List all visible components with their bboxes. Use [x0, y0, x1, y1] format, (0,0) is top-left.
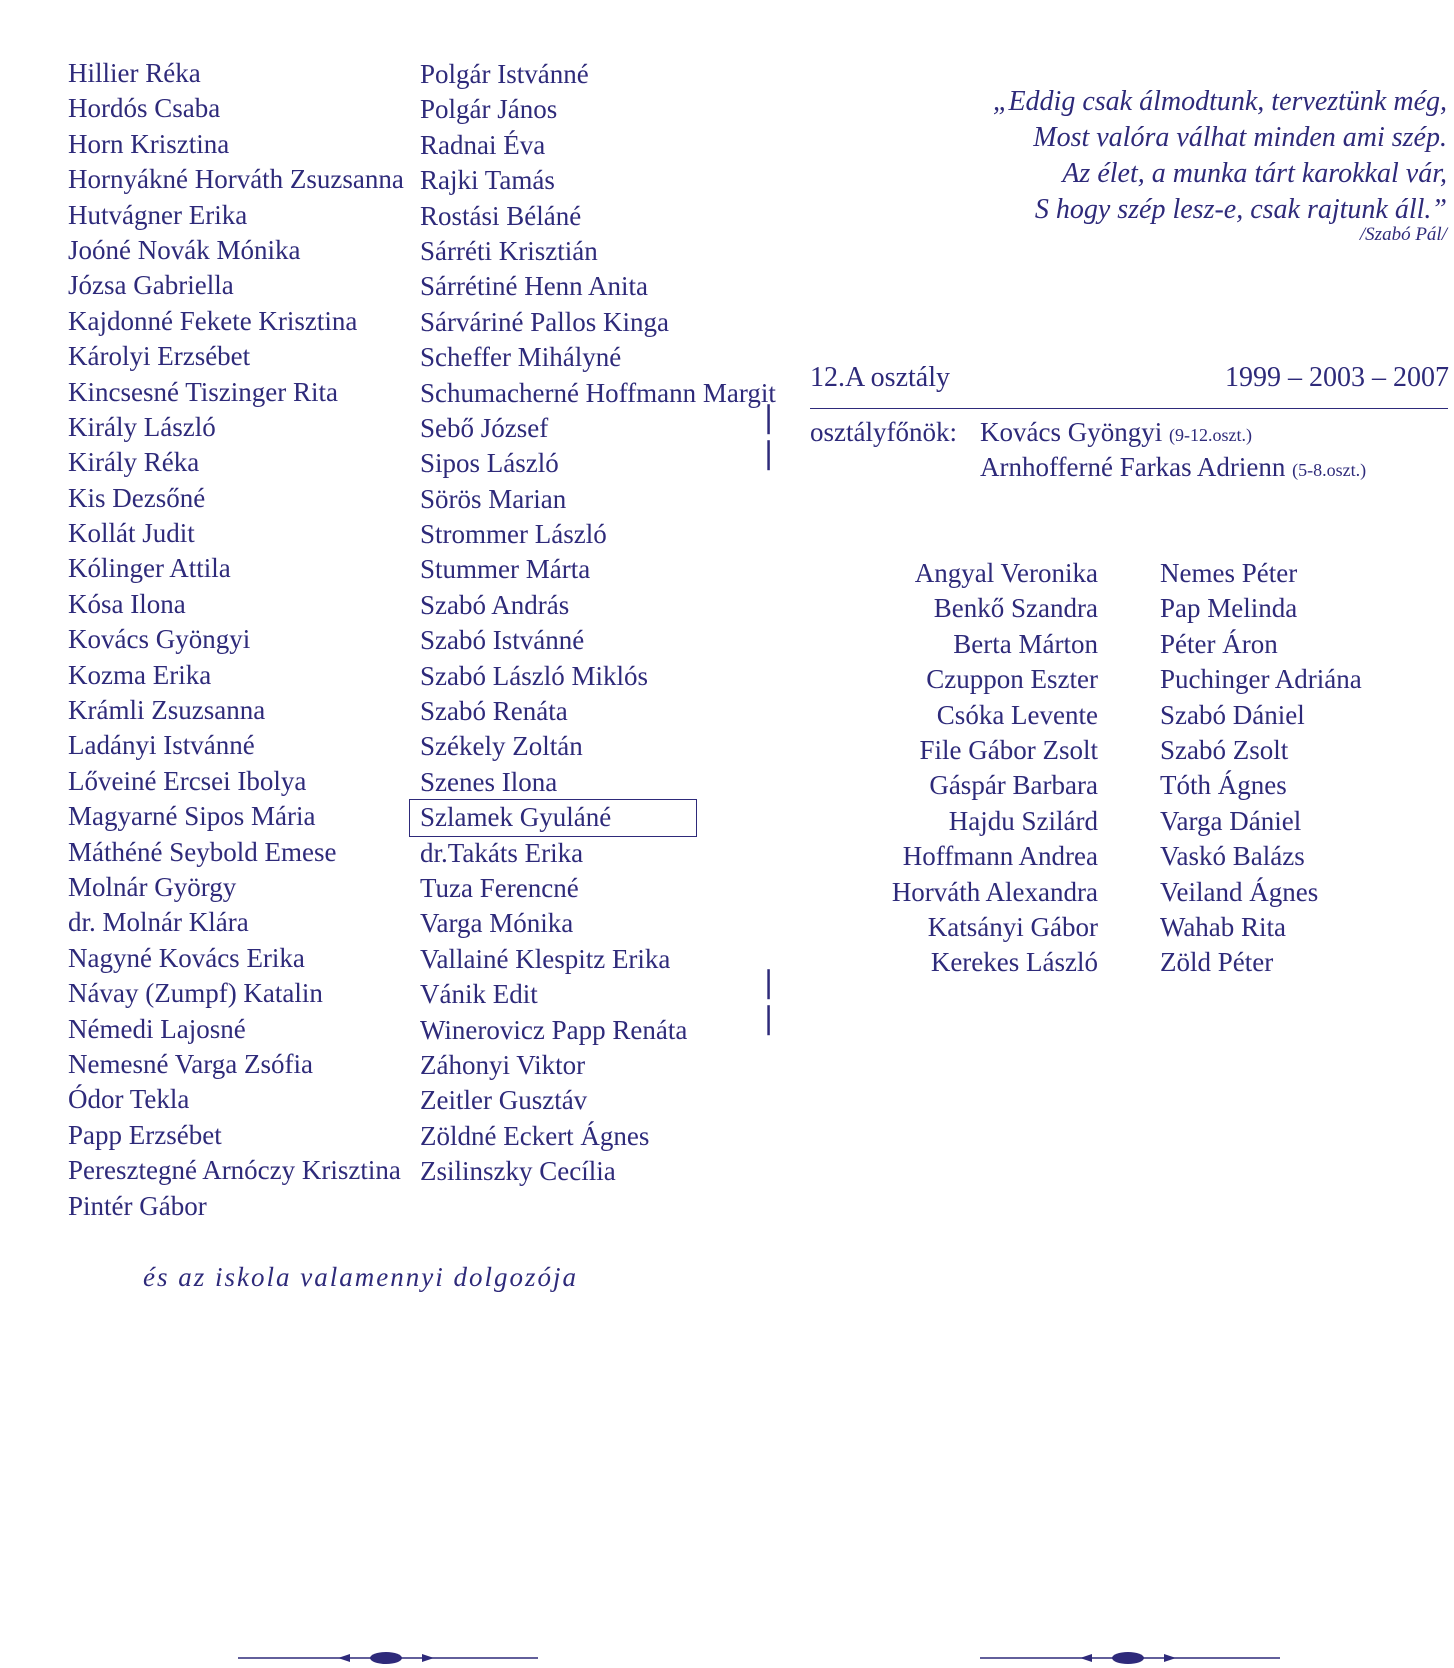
teacher-entry — [980, 452, 1366, 483]
student-name: Puchinger Adriána — [1160, 664, 1362, 695]
student-name: Varga Dániel — [1160, 805, 1302, 836]
staff-name: Papp Erzsébet — [68, 1119, 222, 1150]
student-list-right — [1160, 556, 1362, 981]
staff-name: Szenes Ilona — [420, 766, 558, 797]
student-name: Berta Márton — [953, 628, 1098, 659]
staff-name: Ladányi Istvánné — [68, 730, 255, 761]
staff-name: Kólinger Attila — [68, 553, 231, 584]
staff-name: Peresztegné Arnóczy Krisztina — [68, 1155, 401, 1186]
staff-name: Zöldné Eckert Ágnes — [420, 1120, 650, 1151]
staff-name: Schumacherné Hoffmann Margit — [420, 377, 776, 408]
student-name: Szabó Zsolt — [1160, 734, 1289, 765]
staff-name: Rajki Tamás — [420, 165, 555, 196]
staff-name: Kozma Erika — [68, 659, 212, 690]
student-name: Zöld Péter — [1160, 947, 1274, 978]
staff-name: Varga Mónika — [420, 908, 574, 939]
ornament-divider-icon — [980, 1648, 1280, 1668]
staff-name: dr.Takáts Erika — [420, 837, 584, 868]
poem-line: Most valóra válhat minden ami szép. — [1033, 122, 1447, 153]
staff-name: Szabó Renáta — [420, 696, 568, 727]
staff-name: Návay (Zumpf) Katalin — [68, 978, 323, 1009]
student-name: Szabó Dániel — [1160, 699, 1305, 730]
class-title: 12.A osztály — [810, 362, 950, 393]
teacher-label: osztályfőnök: — [810, 417, 957, 447]
staff-name: Winerovicz Papp Renáta — [420, 1014, 688, 1045]
staff-name: Zsilinszky Cecília — [420, 1156, 616, 1187]
staff-name: Kajdonné Fekete Krisztina — [68, 305, 358, 336]
staff-name: Pintér Gábor — [68, 1190, 207, 1221]
staff-name: Sárréti Krisztián — [420, 235, 598, 266]
ornament-divider-icon — [238, 1648, 538, 1668]
staff-name: Joóné Novák Mónika — [68, 234, 301, 265]
staff-name: Sebő József — [420, 412, 549, 443]
staff-list-column-2 — [420, 57, 776, 1190]
student-name: Péter Áron — [1160, 628, 1278, 659]
staff-name: Kis Dezsőné — [68, 482, 206, 513]
poem-author: /Szabó Pál/ — [1359, 224, 1447, 245]
staff-name: Király Réka — [68, 447, 200, 478]
student-name: Horváth Alexandra — [891, 876, 1098, 907]
staff-name: dr. Molnár Klára — [68, 907, 249, 938]
student-name: Nemes Péter — [1160, 558, 1298, 588]
staff-list-column-1 — [68, 56, 404, 1224]
staff-name: Király László — [68, 411, 216, 442]
staff-name: Hordós Csaba — [68, 93, 221, 124]
staff-name: Némedi Lajosné — [68, 1013, 246, 1044]
staff-name: Szabó András — [420, 589, 570, 620]
staff-name: Stummer Márta — [420, 554, 591, 585]
student-name: Veiland Ágnes — [1160, 876, 1319, 907]
staff-name: Szlamek Gyuláné — [410, 800, 696, 835]
student-name: Kerekes László — [930, 947, 1098, 978]
student-name: Wahab Rita — [1160, 911, 1287, 942]
student-name: Czuppon Eszter — [926, 664, 1098, 695]
staff-name: Polgár János — [420, 94, 558, 125]
staff-name: Kincsesné Tiszinger Rita — [68, 376, 338, 407]
divider — [810, 408, 1448, 409]
student-name: Csóka Levente — [936, 699, 1098, 730]
staff-name: Szabó Istvánné — [420, 625, 585, 656]
student-name: Benkő Szandra — [933, 593, 1098, 624]
student-name: File Gábor Zsolt — [919, 734, 1098, 765]
staff-name: Hornyákné Horváth Zsuzsanna — [68, 164, 404, 195]
staff-name: Székely Zoltán — [420, 731, 583, 762]
binding-mark: ❘ ❘ — [756, 401, 782, 470]
staff-name: Záhonyi Viktor — [420, 1049, 586, 1080]
staff-name: Molnár György — [68, 871, 237, 902]
staff-name: Polgár Istvánné — [420, 59, 589, 89]
staff-name: Vallainé Klespitz Erika — [420, 943, 671, 974]
poem — [993, 84, 1447, 228]
teacher-name: Kovács Gyöngyi — [980, 417, 1163, 447]
staff-name: Scheffer Mihályné — [420, 342, 622, 373]
student-name: Hajdu Szilárd — [948, 805, 1098, 836]
staff-name: Sárváriné Pallos Kinga — [420, 306, 669, 337]
staff-name: Sörös Marian — [420, 483, 567, 514]
student-list-left — [892, 556, 1098, 981]
student-name: Angyal Veronika — [914, 558, 1098, 588]
student-name: Hoffmann Andrea — [902, 841, 1098, 872]
poem-line: S hogy szép lesz-e, csak rajtunk áll.” — [1034, 194, 1447, 225]
class-years: 1999 – 2003 – 2007 — [1225, 362, 1449, 393]
poem-line: Az élet, a munka tárt karokkal vár, — [1062, 158, 1447, 189]
staff-name: Józsa Gabriella — [68, 270, 234, 301]
staff-name: Zeitler Gusztáv — [420, 1085, 588, 1116]
student-name: Katsányi Gábor — [927, 911, 1098, 942]
teacher-name: Arnhofferné Farkas Adrienn — [980, 452, 1286, 482]
staff-name: Vánik Edit — [420, 979, 538, 1010]
staff-name: Nagyné Kovács Erika — [68, 942, 305, 973]
teacher-note: (5-8.oszt.) — [1292, 460, 1367, 480]
staff-name: Kósa Ilona — [68, 588, 186, 619]
staff-name: Rostási Béláné — [420, 200, 582, 231]
staff-name: Horn Krisztina — [68, 128, 230, 159]
staff-name: Strommer László — [420, 519, 607, 550]
staff-name: Krámli Zsuzsanna — [68, 695, 266, 726]
staff-name: Máthéné Seybold Emese — [68, 836, 337, 867]
staff-name: Nemesné Varga Zsófia — [68, 1048, 313, 1079]
staff-name: Kovács Gyöngyi — [68, 624, 251, 655]
student-name: Tóth Ágnes — [1160, 770, 1287, 801]
staff-name: Radnai Éva — [420, 129, 546, 160]
teacher-entry — [980, 417, 1252, 448]
staff-name: Sipos László — [420, 448, 559, 479]
staff-name: Hutvágner Erika — [68, 199, 248, 230]
closing-line: és az iskola valamennyi dolgozója — [143, 1262, 578, 1292]
staff-name: Ódor Tekla — [68, 1084, 190, 1115]
binding-mark: ❘ ❘ — [756, 966, 782, 1035]
teacher-note: (9-12.oszt.) — [1168, 425, 1252, 445]
poem-line: „Eddig csak álmodtunk, terveztünk még, — [992, 86, 1447, 117]
staff-name: Magyarné Sipos Mária — [68, 801, 316, 832]
staff-name: Károlyi Erzsébet — [68, 341, 251, 372]
staff-name: Sárrétiné Henn Anita — [420, 271, 648, 302]
student-name: Vaskó Balázs — [1160, 841, 1305, 872]
staff-name: Szabó László Miklós — [420, 660, 648, 691]
staff-name: Tuza Ferencné — [420, 872, 579, 903]
staff-name: Kollát Judit — [68, 518, 195, 549]
staff-name: Hillier Réka — [68, 58, 201, 88]
student-name: Pap Melinda — [1160, 593, 1298, 624]
staff-name: Lőveiné Ercsei Ibolya — [68, 765, 307, 796]
student-name: Gáspár Barbara — [929, 770, 1098, 801]
